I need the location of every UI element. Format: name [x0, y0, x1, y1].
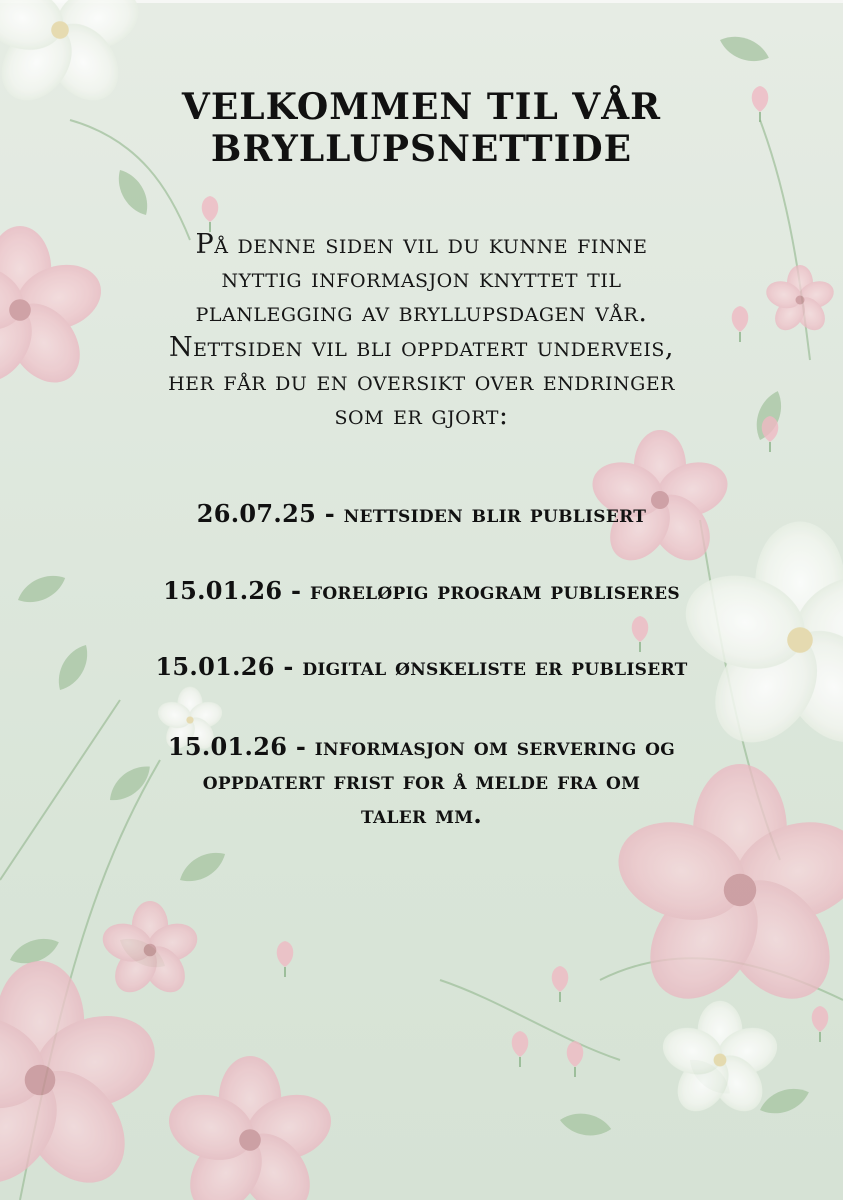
intro-line: nyttig informasjon knyttet til — [221, 263, 622, 295]
update-entry — [60, 497, 783, 531]
intro-line: Nettsiden vil bli oppdatert underveis, — [168, 331, 674, 363]
update-line: 26.07.25 - nettsiden blir publisert — [196, 499, 647, 528]
intro-line: planlegging av bryllupsdagen vår. — [195, 297, 648, 329]
update-line: oppdatert frist for å melde fra om — [202, 766, 641, 795]
intro-line: som er gjort: — [334, 400, 509, 432]
update-entry — [60, 730, 783, 832]
update-entry — [60, 650, 783, 684]
intro-line: På denne siden vil du kunne finne — [195, 229, 648, 260]
update-line: 15.01.26 - digital ønskeliste er publisert — [155, 652, 688, 681]
page-title-line: BRYLLUPSNETTIDE — [210, 128, 633, 170]
page-title-line: VELKOMMEN TIL VÅR — [181, 86, 662, 128]
update-line: 15.01.26 - foreløpig program publiseres — [163, 576, 680, 605]
update-line: 15.01.26 - informasjon om servering og — [167, 732, 676, 761]
update-line: taler mm. — [361, 800, 482, 829]
intro-text — [95, 228, 748, 433]
update-entry — [60, 574, 783, 608]
intro-line: her får du en oversikt over endringer — [168, 365, 675, 397]
page-title — [120, 86, 723, 170]
